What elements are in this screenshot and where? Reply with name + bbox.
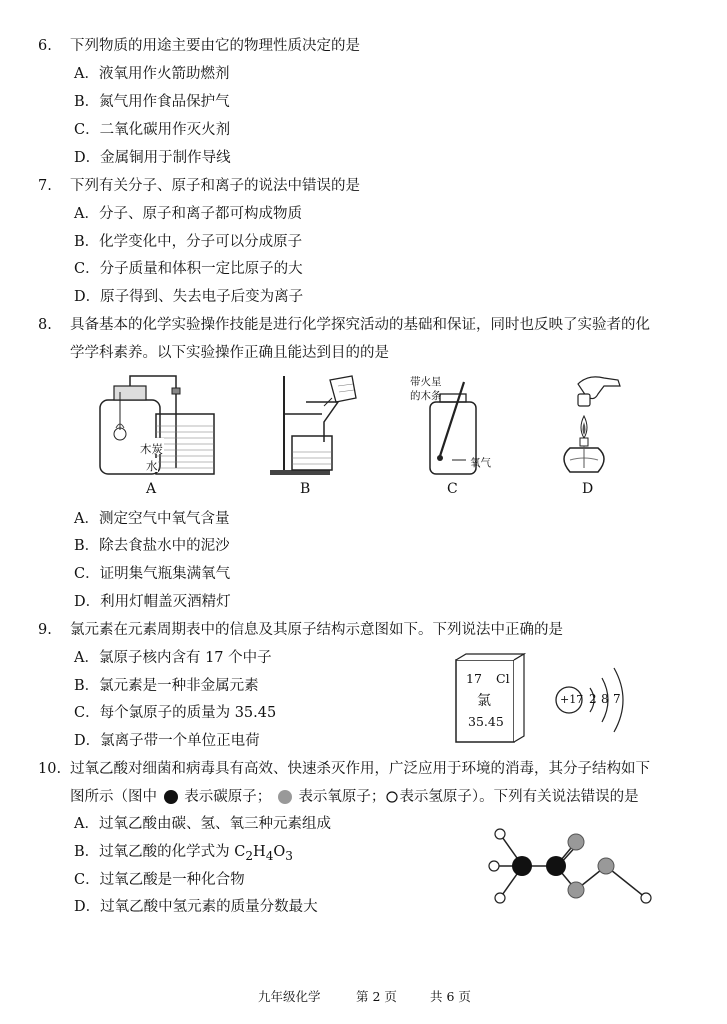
figure-label-a: A (146, 481, 157, 497)
q6-option-a: A．液氧用作火箭助燃剂 (74, 66, 230, 82)
footer-page-number: 第 2 页 (356, 989, 397, 1004)
question-10-stem: 10. 过氧乙酸对细菌和病毒具有高效、快速杀灭作用，广泛应用于环境的消毒，其分子结构如下 (38, 761, 650, 777)
element-name: 氯 (477, 693, 491, 709)
q8-option-c: C．证明集气瓶集满氧气 (74, 566, 231, 582)
q8-option-b: B．除去食盐水中的泥沙 (74, 538, 230, 554)
q7-option-d: D．原子得到、失去电子后变为离子 (74, 289, 304, 305)
question-10-stem-line2: 图所示（图中 表示碳原子； 表示氧原子； 表示氢原子）。下列有关说法错误的是 (70, 789, 639, 805)
q10-option-c: C．过氧乙酸是一种化合物 (74, 872, 245, 888)
question-7-stem: 7. 下列有关分子、原子和离子的说法中错误的是 (38, 178, 360, 194)
q9-option-d: D．氯离子带一个单位正电荷 (74, 733, 260, 749)
q9-option-c: C．每个氯原子的质量为 35.45 (74, 705, 277, 721)
element-mass: 35.45 (468, 714, 504, 729)
figure-label-b: B (300, 481, 311, 497)
q8-option-a: A．测定空气中氧气含量 (74, 511, 230, 527)
footer-subject: 九年级化学 (258, 989, 321, 1004)
figure-c-splint-label-1: 带火星 (410, 376, 442, 388)
question-9-stem: 9. 氯元素在元素周期表中的信息及其原子结构示意图如下。下列说法中正确的是 (38, 622, 563, 638)
hydrogen-atom-legend-icon (385, 790, 399, 804)
figure-a-water-label: 水 (146, 459, 158, 473)
figure-label-c: C (447, 481, 458, 497)
q10-option-a: A．过氧乙酸由碳、氢、氧三种元素组成 (74, 816, 331, 832)
atom-shell-3: 7 (613, 692, 621, 706)
atom-shell-2: 8 (601, 692, 609, 706)
element-number: 17 (466, 671, 482, 686)
atom-nucleus: +17 (560, 693, 584, 706)
question-8-stem: 8. 具备基本的化学实验操作技能是进行化学探究活动的基础和保证，同时也反映了实验者的化 (38, 317, 650, 333)
question-6-stem: 6. 下列物质的用途主要由它的物理性质决定的是 (38, 38, 360, 54)
q8-option-d: D．利用灯帽盖灭酒精灯 (74, 594, 231, 610)
carbon-atom-legend-icon (162, 789, 180, 805)
figure-b-filtration (262, 372, 362, 477)
footer-total-pages: 共 6 页 (430, 989, 471, 1004)
q6-option-c: C．二氧化碳用作灭火剂 (74, 122, 231, 138)
figure-d-alcohol-lamp (548, 372, 638, 477)
figure-c-oxygen-label: 氧气 (470, 457, 491, 469)
oxygen-atom-legend-icon (276, 789, 294, 805)
figure-c-splint-label-2: 的木条 (410, 390, 442, 402)
q6-option-d: D．金属铜用于制作导线 (74, 150, 231, 166)
q7-option-a: A．分子、原子和离子都可构成物质 (74, 206, 302, 222)
element-symbol: Cl (496, 671, 510, 686)
question-8-stem-line2: 学学科素养。以下实验操作正确且能达到目的的是 (70, 345, 389, 361)
figure-a-charcoal-label: 木炭 (140, 442, 163, 456)
q9-option-a: A．氯原子核内含有 17 个中子 (74, 650, 272, 666)
q6-option-b: B．氮气用作食品保护气 (74, 94, 230, 110)
q10-option-b: B．过氧乙酸的化学式为 $C_2H_4O_3$ (74, 844, 293, 863)
q10-option-d: D．过氧乙酸中氢元素的质量分数最大 (74, 899, 318, 915)
q7-option-b: B．化学变化中，分子可以分成原子 (74, 234, 303, 250)
q9-option-b: B．氯元素是一种非金属元素 (74, 678, 259, 694)
atom-shell-1: 2 (589, 692, 597, 706)
peracetic-acid-molecule-diagram (486, 822, 656, 912)
figure-label-d: D (582, 481, 594, 497)
q7-option-c: C．分子质量和体积一定比原子的大 (74, 261, 303, 277)
